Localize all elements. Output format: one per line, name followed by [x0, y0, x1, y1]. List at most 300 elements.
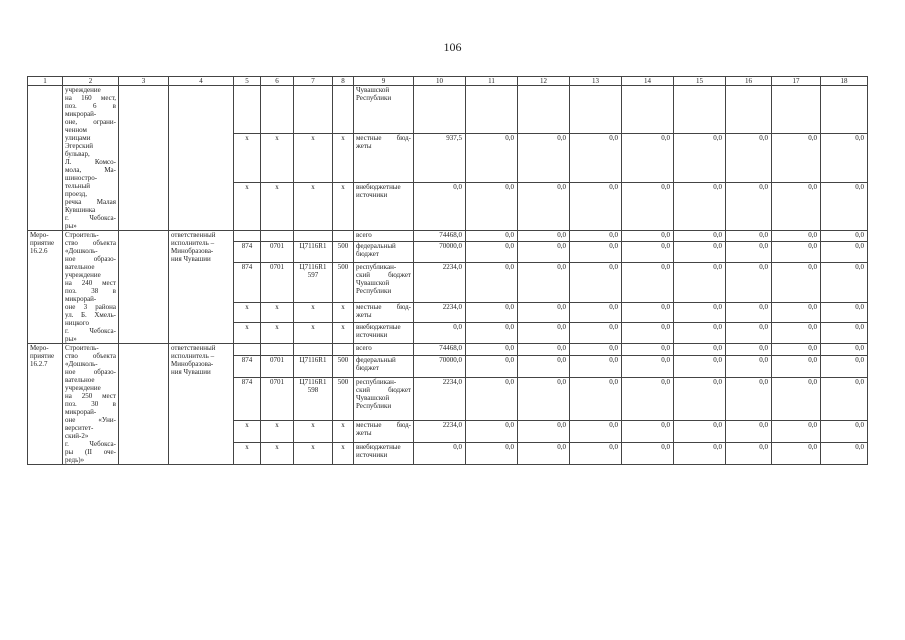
- value-cell: 0,0: [414, 323, 466, 344]
- text-line: г. Чебокса-: [65, 214, 116, 222]
- text-line: микрорай-: [65, 295, 97, 303]
- value-cell: 0,0: [772, 442, 821, 464]
- text-line: приятие: [30, 239, 55, 247]
- text-line: ответственный: [171, 231, 216, 239]
- text-line: Л. Комсо-: [65, 158, 116, 166]
- value-cell: 0,0: [726, 355, 772, 377]
- text-line: ницкого: [65, 319, 89, 327]
- value-cell: 0,0: [772, 182, 821, 230]
- code-cell: Ц7116R1 597: [294, 262, 333, 302]
- funding-source-cell: [354, 182, 414, 230]
- event-cell: [28, 86, 63, 231]
- event-cell: [28, 231, 63, 344]
- value-cell: 0,0: [466, 241, 518, 262]
- value-cell: [726, 86, 772, 134]
- value-cell: 0,0: [622, 262, 674, 302]
- value-cell: 0,0: [622, 355, 674, 377]
- text-line: внебюджетные: [356, 442, 401, 451]
- value-cell: 0,0: [772, 302, 821, 323]
- code-cell: x: [294, 442, 333, 464]
- code-cell: x: [333, 442, 354, 464]
- code-cell: [234, 86, 261, 134]
- value-cell: [821, 86, 868, 134]
- value-cell: 0,0: [674, 355, 726, 377]
- text-line: 16.2.7: [30, 360, 48, 368]
- value-cell: 0,0: [570, 262, 622, 302]
- code-cell: x: [234, 134, 261, 182]
- text-line: учреждение: [65, 384, 101, 392]
- value-cell: 0,0: [518, 344, 570, 356]
- funding-source-cell: [354, 302, 414, 323]
- object-cell: [63, 231, 119, 344]
- text-line: «Дошколь-: [65, 360, 98, 368]
- text-line: Чувашской: [356, 393, 390, 402]
- text-line: на 250 мест: [65, 392, 116, 400]
- text-line: ное образо-: [65, 368, 116, 376]
- column-header: 11: [466, 77, 518, 86]
- text-line: оне 3 района: [65, 303, 116, 311]
- text-line: ство объекта: [65, 239, 116, 247]
- text-line: бюджет: [356, 363, 379, 372]
- executor-cell: [169, 231, 234, 344]
- value-cell: 0,0: [674, 262, 726, 302]
- code-cell: Ц7116R1: [294, 241, 333, 262]
- column-header: 2: [63, 77, 119, 86]
- value-cell: 0,0: [821, 134, 868, 182]
- value-cell: 0,0: [518, 377, 570, 420]
- code-cell: x: [294, 323, 333, 344]
- empty-cell: [119, 86, 169, 231]
- value-cell: 0,0: [570, 442, 622, 464]
- value-cell: [414, 86, 466, 134]
- value-cell: 0,0: [726, 241, 772, 262]
- code-cell: x: [234, 323, 261, 344]
- code-cell: [333, 231, 354, 242]
- value-cell: [674, 86, 726, 134]
- text-line: «Дошколь-: [65, 247, 98, 255]
- empty-cell: [119, 231, 169, 344]
- value-cell: 0,0: [726, 323, 772, 344]
- text-line: ул. Б. Хмель-: [65, 311, 116, 319]
- text-line: Республики: [356, 94, 392, 102]
- text-line: Минобразова-: [171, 360, 214, 368]
- value-cell: 0,0: [772, 355, 821, 377]
- value-cell: 0,0: [570, 241, 622, 262]
- value-cell: 0,0: [518, 355, 570, 377]
- text-line: поз. 6 в: [65, 102, 116, 110]
- value-cell: 0,0: [466, 442, 518, 464]
- value-cell: 0,0: [622, 442, 674, 464]
- code-cell: x: [333, 420, 354, 442]
- value-cell: 0,0: [772, 377, 821, 420]
- text-line: оне «Уни-: [65, 416, 116, 424]
- value-cell: 0,0: [518, 302, 570, 323]
- value-cell: 2234,0: [414, 302, 466, 323]
- value-cell: 0,0: [726, 442, 772, 464]
- value-cell: 0,0: [466, 344, 518, 356]
- value-cell: 2234,0: [414, 420, 466, 442]
- code-cell: 500: [333, 377, 354, 420]
- funding-source-cell: [354, 241, 414, 262]
- text-line: местные бюд-: [356, 420, 411, 429]
- column-header: 13: [570, 77, 622, 86]
- value-cell: 0,0: [518, 182, 570, 230]
- value-cell: 0,0: [518, 134, 570, 182]
- column-header: 6: [261, 77, 294, 86]
- value-cell: [570, 86, 622, 134]
- funding-source-cell: [354, 377, 414, 420]
- value-cell: 0,0: [466, 377, 518, 420]
- value-cell: 0,0: [674, 420, 726, 442]
- value-cell: 0,0: [821, 241, 868, 262]
- text-line: Кувшинка: [65, 206, 96, 214]
- value-cell: 0,0: [674, 182, 726, 230]
- text-line: речка Малая: [65, 198, 116, 206]
- text-line: внебюджетные: [356, 323, 401, 332]
- code-cell: x: [234, 420, 261, 442]
- value-cell: 0,0: [518, 241, 570, 262]
- column-header: 17: [772, 77, 821, 86]
- code-cell: [294, 231, 333, 242]
- column-header: 5: [234, 77, 261, 86]
- value-cell: 0,0: [570, 344, 622, 356]
- value-cell: 0,0: [726, 231, 772, 242]
- code-cell: 0701: [261, 355, 294, 377]
- column-header: 10: [414, 77, 466, 86]
- text-line: 16.2.6: [30, 247, 48, 255]
- value-cell: 0,0: [622, 231, 674, 242]
- value-cell: 0,0: [674, 134, 726, 182]
- column-header: 18: [821, 77, 868, 86]
- column-header: 4: [169, 77, 234, 86]
- text-line: ния Чувашии: [171, 368, 211, 376]
- value-cell: 0,0: [726, 344, 772, 356]
- text-line: на 160 мест,: [65, 94, 116, 102]
- event-cell: [28, 344, 63, 465]
- text-line: жеты: [356, 142, 372, 151]
- table-row: [28, 344, 868, 356]
- value-cell: 0,0: [518, 262, 570, 302]
- column-header: 9: [354, 77, 414, 86]
- value-cell: 0,0: [622, 344, 674, 356]
- value-cell: 0,0: [518, 442, 570, 464]
- code-cell: x: [294, 182, 333, 230]
- code-cell: [294, 86, 333, 134]
- text-line: источники: [356, 450, 388, 459]
- text-line: г. Чебокса-: [65, 440, 116, 448]
- value-cell: 0,0: [726, 302, 772, 323]
- value-cell: 0,0: [726, 134, 772, 182]
- text-line: жеты: [356, 428, 372, 437]
- text-line: редь)»: [65, 456, 85, 464]
- text-line: источники: [356, 331, 388, 340]
- text-line: исполнитель –: [171, 239, 215, 247]
- value-cell: [518, 86, 570, 134]
- text-line: жеты: [356, 310, 372, 319]
- value-cell: 0,0: [466, 262, 518, 302]
- code-cell: x: [234, 182, 261, 230]
- value-cell: 0,0: [466, 302, 518, 323]
- text-line: местные бюд-: [356, 302, 411, 311]
- value-cell: 0,0: [570, 377, 622, 420]
- text-line: ры (II оче-: [65, 448, 116, 456]
- object-cell: [63, 86, 119, 231]
- code-cell: Ц7116R1 598: [294, 377, 333, 420]
- value-cell: 0,0: [674, 241, 726, 262]
- code-cell: [261, 86, 294, 134]
- text-line: улицами: [65, 134, 91, 142]
- value-cell: 2234,0: [414, 377, 466, 420]
- empty-cell: [119, 344, 169, 465]
- code-cell: x: [261, 442, 294, 464]
- value-cell: 0,0: [466, 355, 518, 377]
- text-line: ния Чувашии: [171, 255, 211, 263]
- text-line: г. Чебокса-: [65, 327, 116, 335]
- column-header: 14: [622, 77, 674, 86]
- value-cell: 0,0: [674, 231, 726, 242]
- value-cell: 0,0: [622, 377, 674, 420]
- text-line: внебюджетные: [356, 182, 401, 191]
- value-cell: 0,0: [674, 442, 726, 464]
- value-cell: 0,0: [821, 262, 868, 302]
- text-line: республикан-: [356, 377, 397, 386]
- value-cell: 0,0: [622, 323, 674, 344]
- value-cell: 0,0: [570, 134, 622, 182]
- value-cell: 0,0: [821, 182, 868, 230]
- value-cell: 0,0: [821, 231, 868, 242]
- code-cell: x: [261, 420, 294, 442]
- text-line: ры»: [65, 222, 77, 230]
- funding-source-cell: [354, 355, 414, 377]
- text-line: ский бюджет: [356, 270, 411, 279]
- value-cell: 0,0: [674, 344, 726, 356]
- value-cell: [772, 86, 821, 134]
- text-line: микрорай-: [65, 110, 97, 118]
- value-cell: 0,0: [622, 134, 674, 182]
- text-line: всего: [356, 231, 372, 239]
- code-cell: x: [234, 442, 261, 464]
- code-cell: x: [261, 302, 294, 323]
- column-header: 16: [726, 77, 772, 86]
- code-cell: 874: [234, 355, 261, 377]
- funding-source-cell: [354, 231, 414, 242]
- value-cell: 0,0: [772, 231, 821, 242]
- value-cell: 0,0: [570, 355, 622, 377]
- text-line: учреждение: [65, 271, 101, 279]
- funding-source-cell: [354, 442, 414, 464]
- value-cell: 0,0: [570, 323, 622, 344]
- code-cell: 874: [234, 241, 261, 262]
- code-cell: 0701: [261, 377, 294, 420]
- value-cell: 0,0: [674, 302, 726, 323]
- value-cell: 0,0: [726, 420, 772, 442]
- text-line: Меро-: [30, 344, 49, 352]
- value-cell: 0,0: [726, 182, 772, 230]
- text-line: местные бюд-: [356, 134, 411, 143]
- text-line: ство объекта: [65, 352, 116, 360]
- value-cell: 937,5: [414, 134, 466, 182]
- code-cell: 500: [333, 241, 354, 262]
- text-line: проезд,: [65, 190, 87, 198]
- value-cell: 0,0: [622, 302, 674, 323]
- text-line: бульвар,: [65, 150, 90, 158]
- text-line: Меро-: [30, 231, 49, 239]
- value-cell: 0,0: [466, 231, 518, 242]
- value-cell: 0,0: [414, 442, 466, 464]
- value-cell: 0,0: [821, 323, 868, 344]
- text-line: ский бюджет: [356, 385, 411, 394]
- value-cell: 0,0: [518, 420, 570, 442]
- value-cell: 0,0: [772, 134, 821, 182]
- text-line: тельный: [65, 182, 91, 190]
- code-cell: [333, 86, 354, 134]
- code-cell: x: [234, 302, 261, 323]
- value-cell: 0,0: [622, 420, 674, 442]
- code-cell: x: [261, 323, 294, 344]
- table-row: [28, 231, 868, 242]
- text-line: ский-2»: [65, 432, 89, 440]
- value-cell: 0,0: [821, 355, 868, 377]
- value-cell: 74468,0: [414, 231, 466, 242]
- text-line: вательное: [65, 263, 95, 271]
- text-line: федеральный: [356, 241, 396, 250]
- text-line: Строитель-: [65, 231, 99, 239]
- value-cell: 0,0: [772, 241, 821, 262]
- table-row: [28, 86, 868, 134]
- value-cell: 0,0: [772, 420, 821, 442]
- object-cell: [63, 344, 119, 465]
- code-cell: x: [333, 302, 354, 323]
- column-header: 12: [518, 77, 570, 86]
- value-cell: 0,0: [466, 182, 518, 230]
- column-header: 7: [294, 77, 333, 86]
- value-cell: 0,0: [821, 344, 868, 356]
- code-cell: 874: [234, 377, 261, 420]
- value-cell: 0,0: [772, 262, 821, 302]
- code-cell: x: [261, 134, 294, 182]
- code-cell: [261, 344, 294, 356]
- code-cell: [294, 344, 333, 356]
- value-cell: 0,0: [772, 344, 821, 356]
- text-line: бюджет: [356, 249, 379, 258]
- value-cell: 0,0: [570, 420, 622, 442]
- financing-table: [27, 76, 868, 465]
- value-cell: 0,0: [674, 323, 726, 344]
- funding-source-cell: [354, 134, 414, 182]
- column-header: 8: [333, 77, 354, 86]
- text-line: Республики: [356, 401, 392, 410]
- value-cell: 0,0: [726, 262, 772, 302]
- code-cell: [333, 344, 354, 356]
- code-cell: 0701: [261, 262, 294, 302]
- text-line: Минобразова-: [171, 247, 214, 255]
- value-cell: 2234,0: [414, 262, 466, 302]
- text-line: поз. 30 в: [65, 400, 116, 408]
- text-line: мола, Ма-: [65, 166, 116, 174]
- text-line: республикан-: [356, 262, 397, 271]
- text-line: микрорай-: [65, 408, 97, 416]
- code-cell: 874: [234, 262, 261, 302]
- funding-source-cell: [354, 86, 414, 134]
- text-line: верситет-: [65, 424, 94, 432]
- column-header: 1: [28, 77, 63, 86]
- code-cell: x: [333, 182, 354, 230]
- code-cell: x: [294, 134, 333, 182]
- code-cell: 0701: [261, 241, 294, 262]
- column-header: 3: [119, 77, 169, 86]
- value-cell: 0,0: [622, 182, 674, 230]
- header-row: [28, 77, 868, 86]
- text-line: всего: [356, 344, 372, 352]
- value-cell: 0,0: [674, 377, 726, 420]
- executor-cell: [169, 86, 234, 231]
- code-cell: x: [294, 302, 333, 323]
- value-cell: 0,0: [518, 323, 570, 344]
- value-cell: 0,0: [622, 241, 674, 262]
- funding-source-cell: [354, 262, 414, 302]
- code-cell: 500: [333, 262, 354, 302]
- value-cell: 0,0: [821, 420, 868, 442]
- text-line: учреждение: [65, 86, 101, 94]
- text-line: Эгерский: [65, 142, 94, 150]
- value-cell: 74468,0: [414, 344, 466, 356]
- text-line: ное образо-: [65, 255, 116, 263]
- text-line: вательное: [65, 376, 95, 384]
- value-cell: 0,0: [414, 182, 466, 230]
- code-cell: x: [261, 182, 294, 230]
- text-line: Республики: [356, 286, 392, 295]
- code-cell: 500: [333, 355, 354, 377]
- code-cell: x: [333, 323, 354, 344]
- text-line: источники: [356, 190, 388, 199]
- value-cell: 70000,0: [414, 355, 466, 377]
- text-line: оне, ограни-: [65, 118, 116, 126]
- text-line: на 240 мест: [65, 279, 116, 287]
- code-cell: x: [294, 420, 333, 442]
- value-cell: 0,0: [772, 323, 821, 344]
- text-line: Строитель-: [65, 344, 99, 352]
- value-cell: 0,0: [570, 182, 622, 230]
- code-cell: x: [333, 134, 354, 182]
- text-line: исполнитель –: [171, 352, 215, 360]
- funding-source-cell: [354, 344, 414, 356]
- text-line: поз. 38 в: [65, 287, 116, 295]
- value-cell: 0,0: [466, 323, 518, 344]
- value-cell: 0,0: [821, 442, 868, 464]
- value-cell: 0,0: [570, 231, 622, 242]
- text-line: ры»: [65, 335, 77, 343]
- value-cell: 0,0: [821, 377, 868, 420]
- value-cell: 0,0: [518, 231, 570, 242]
- code-cell: [234, 344, 261, 356]
- text-line: Чувашской: [356, 86, 390, 94]
- value-cell: 0,0: [570, 302, 622, 323]
- executor-cell: [169, 344, 234, 465]
- text-line: ченном: [65, 126, 87, 134]
- value-cell: 0,0: [466, 420, 518, 442]
- value-cell: 0,0: [821, 302, 868, 323]
- column-header: 15: [674, 77, 726, 86]
- text-line: Чувашской: [356, 278, 390, 287]
- value-cell: 70000,0: [414, 241, 466, 262]
- value-cell: 0,0: [466, 134, 518, 182]
- text-line: федеральный: [356, 355, 396, 364]
- value-cell: [466, 86, 518, 134]
- code-cell: Ц7116R1: [294, 355, 333, 377]
- value-cell: [622, 86, 674, 134]
- code-cell: [261, 231, 294, 242]
- funding-source-cell: [354, 420, 414, 442]
